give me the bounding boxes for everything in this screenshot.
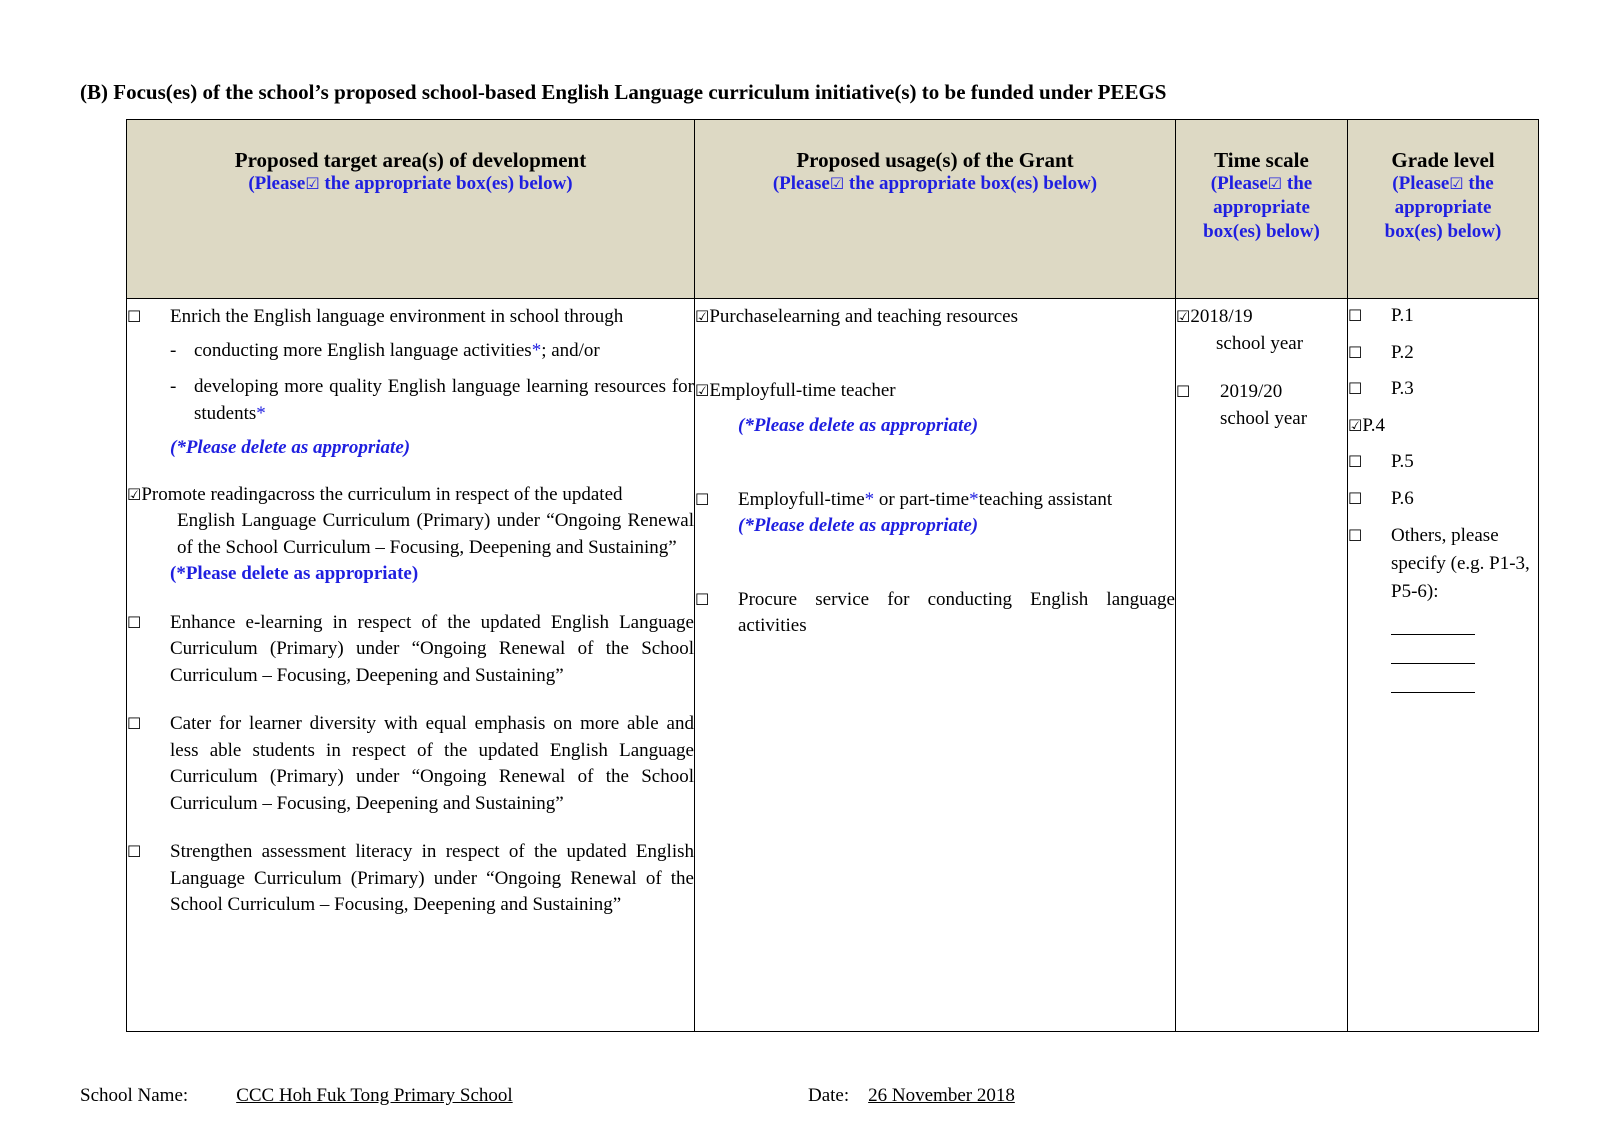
checkbox-unchecked-icon[interactable]: ☐ xyxy=(1348,306,1363,325)
checkbox-unchecked-icon[interactable]: ☐ xyxy=(127,842,142,861)
header-usage-title: Proposed usage(s) of the Grant xyxy=(796,148,1074,172)
checkbox-icon: ☑ xyxy=(305,174,320,193)
checkbox-unchecked-icon[interactable]: ☐ xyxy=(127,612,142,632)
grade-cell xyxy=(1348,299,1539,1032)
target-reading-note: (*Please delete as appropriate) xyxy=(170,563,419,584)
header-grade-hint: (Please☑ the appropriate box(es) below) xyxy=(1384,173,1502,242)
others-blank-line[interactable] xyxy=(1391,664,1475,693)
checkbox-checked-icon[interactable]: ☑ xyxy=(1348,415,1363,435)
checkbox-unchecked-icon[interactable]: ☐ xyxy=(127,714,142,733)
checkbox-unchecked-icon[interactable]: ☐ xyxy=(695,489,710,509)
grade-others: ☐ Others, please specify (e.g. P1-3, P5-6): xyxy=(1348,522,1538,693)
grade-p2: ☐ P.2 xyxy=(1348,340,1538,367)
checkbox-unchecked-icon[interactable]: ☐ xyxy=(695,589,710,609)
checkbox-icon: ☑ xyxy=(1449,174,1464,193)
header-timescale xyxy=(1176,120,1348,299)
target-enrich-sub-activities: - conducting more English language activities*; and/or xyxy=(170,339,600,361)
grade-p5: ☐ P.5 xyxy=(1348,449,1538,476)
footer-school: School Name: CCC Hoh Fuk Tong Primary School xyxy=(80,1085,598,1107)
timescale-2018-19: ☑2018/19 school year xyxy=(1176,306,1304,354)
grade-p1: ☐ P.1 xyxy=(1348,303,1538,330)
checkbox-checked-icon[interactable]: ☑ xyxy=(127,484,142,504)
grade-p6: ☐ P.6 xyxy=(1348,486,1538,513)
checkbox-icon: ☑ xyxy=(1267,174,1283,193)
header-target-hint: (Please☑ the appropriate box(es) below) xyxy=(248,173,573,194)
checkbox-checked-icon[interactable]: ☑ xyxy=(1176,307,1191,326)
usage-assistant: ☐ Employfull-time* or part-time*teaching assistant (*Please delete as appropriate) xyxy=(695,487,1175,540)
header-grade-title: Grade level xyxy=(1391,148,1495,172)
usage-procure: ☐ Procure service for conducting English language activities xyxy=(695,588,1175,636)
checkbox-unchecked-icon[interactable]: ☐ xyxy=(1348,526,1363,545)
checkbox-unchecked-icon[interactable]: ☐ xyxy=(1348,488,1363,508)
checkbox-icon: ☑ xyxy=(829,174,845,193)
table-body-row xyxy=(127,299,1539,1032)
section-heading: (B) Focus(es) of the school’s proposed school-based English Language curriculum initiative(s) to be funded under PEEGS xyxy=(80,80,1167,104)
target-elearning: ☐ Enhance e-learning in respect of the updated English Language Curriculum (Primary) under “Ongoing Renewal of the School Curriculum – Focusing, Deepening and Sustaining” xyxy=(127,611,694,686)
checkbox-checked-icon[interactable]: ☑ xyxy=(695,307,710,326)
usage-employ-teacher: ☑Employfull-time teacher xyxy=(695,379,896,401)
usage-purchase: ☑Purchaselearning and teaching resources xyxy=(695,306,1018,327)
checkbox-unchecked-icon[interactable]: ☐ xyxy=(1348,379,1363,398)
header-timescale-title: Time scale xyxy=(1214,148,1309,172)
target-assessment: ☐ Strengthen assessment literacy in respect of the updated English Language Curriculum (Primary) under “Ongoing Renewal of the School Curriculum – Focusing, Deepening and Sustaining” xyxy=(127,841,694,915)
target-enrich-sub-resources: - developing more quality English language learning resources for students* xyxy=(170,376,694,424)
timescale-cell xyxy=(1176,299,1348,1032)
target-enrich: ☐ Enrich the English language environment in school through xyxy=(127,304,694,331)
grade-p4: ☑P.4 xyxy=(1348,414,1386,436)
target-reading: ☑Promote readingacross the curriculum in respect of the updated English Language Curriculum (Primary) under “Ongoing Renewal of the School Curriculum – Focusing, Deepening and Sustaining” (*Please delete as appropriate) xyxy=(127,482,694,588)
checkbox-checked-icon[interactable]: ☑ xyxy=(695,380,710,400)
checkbox-unchecked-icon[interactable]: ☐ xyxy=(127,307,142,326)
grade-p3: ☐ P.3 xyxy=(1348,376,1538,403)
checkbox-unchecked-icon[interactable]: ☐ xyxy=(1176,382,1191,401)
header-target-title: Proposed target area(s) of development xyxy=(234,148,587,172)
footer-date: Date: 26 November 2018 xyxy=(808,1085,1015,1106)
usage-assistant-note: (*Please delete as appropriate) xyxy=(738,515,979,536)
header-grade xyxy=(1348,120,1539,299)
usage-employ-note: (*Please delete as appropriate) xyxy=(738,415,979,436)
date-value: 26 November 2018 xyxy=(868,1085,1015,1106)
table-header-row xyxy=(127,120,1539,299)
initiative-table xyxy=(126,119,1539,1032)
others-blank-line[interactable] xyxy=(1391,635,1475,664)
others-blank-line[interactable] xyxy=(1391,606,1475,635)
usage-cell xyxy=(695,299,1176,1032)
checkbox-unchecked-icon[interactable]: ☐ xyxy=(1348,452,1363,471)
checkbox-unchecked-icon[interactable]: ☐ xyxy=(1348,342,1363,362)
school-name-value: CCC Hoh Fuk Tong Primary School xyxy=(236,1085,513,1106)
header-target-area xyxy=(127,120,695,299)
target-diversity: ☐ Cater for learner diversity with equal emphasis on more able and less able students in respect of the updated English Language Curriculum (Primary) under “Ongoing Renewal of the School Curriculum – Focusing, Deepening and Sustaining” xyxy=(127,713,694,814)
header-timescale-hint: (Please☑ the appropriate box(es) below) xyxy=(1203,173,1320,242)
timescale-2019-20: ☐ 2019/20 school year xyxy=(1176,381,1308,429)
target-areas-cell xyxy=(127,299,695,1032)
header-usage-hint: (Please☑ the appropriate box(es) below) xyxy=(772,173,1098,194)
header-usage xyxy=(695,120,1176,299)
target-enrich-note: (*Please delete as appropriate) xyxy=(170,437,411,458)
